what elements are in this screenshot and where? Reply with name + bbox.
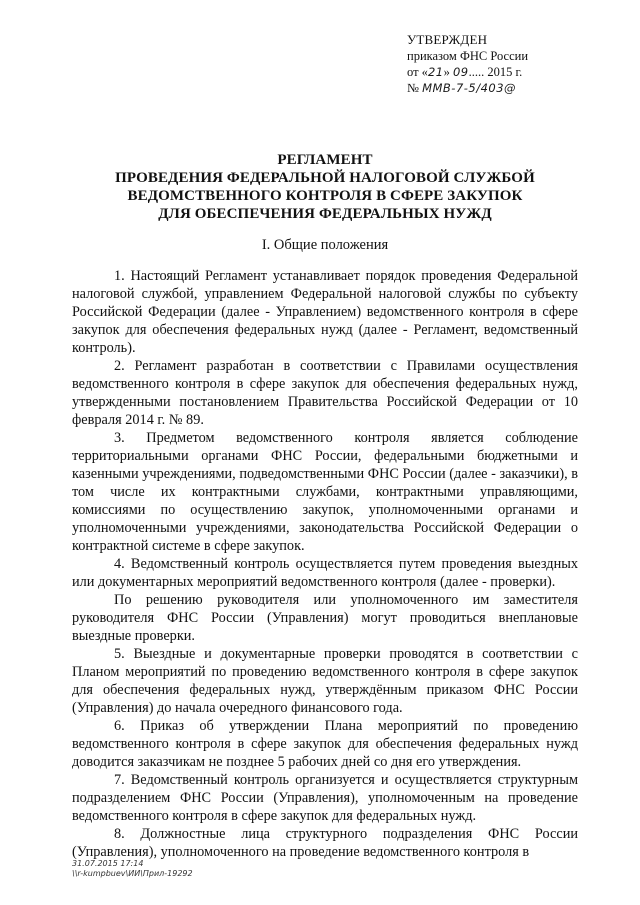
paragraph-5: 5. Выездные и документарные проверки проводятся в соответствии с Планом мероприятий по проведению ведомственного контроля в сфере закупок для обеспечения федеральных нужд, утверждённым приказом ФНС России (Управления) до начала очередного финансового года. [72,646,578,716]
file-footer [72,859,372,879]
approval-heading: УТВЕРЖДЕН [407,32,488,47]
date-prefix: от « [407,65,428,79]
approval-order-line: приказом ФНС России [407,49,529,63]
footer-timestamp: 31.07.2015 17:14 [72,859,144,868]
section-heading: I. Общие положения [261,237,389,253]
paragraph-7: 7. Ведомственный контроль организуется и осуществляется структурным подразделением ФНС России (Управления), уполномоченным на проведение ведомственного контроля в сфере закупок для федеральных нужд. [72,772,578,824]
paragraph-6: 6. Приказ об утверждении Плана мероприятий по проведению ведомственного контроля в сфере закупок для обеспечения федеральных нужд доводится заказчикам не позднее 5 рабочих дней со дня его утверждения. [72,718,578,770]
paragraph-8: 8. Должностные лица структурного подразделения ФНС России (Управления), уполномоченного на проведение ведомственного контроля в [72,826,578,860]
number-prefix: № [407,81,423,95]
paragraph-2: 2. Регламент разработан в соответствии с Правилами осуществления ведомственного контроля в сфере закупок для обеспечения федеральных нужд, утвержденными постановлением Правительства Российской Федерации от 10 февраля 2014 г. № 89. [72,358,578,428]
date-day-handwritten: 21 [427,65,444,79]
title-line-4: ДЛЯ ОБЕСПЕЧЕНИЯ ФЕДЕРАЛЬНЫХ НУЖД [158,206,492,222]
date-year: ..... 2015 г. [468,65,523,79]
order-number-handwritten: ММВ-7-5/403@ [422,81,517,95]
document-title [72,151,578,223]
approval-stamp [407,32,607,96]
approval-number-line [407,80,607,96]
title-line-3: ВЕДОМСТВЕННОГО КОНТРОЛЯ В СФЕРЕ ЗАКУПОК [127,188,523,204]
paragraph-1: 1. Настоящий Регламент устанавливает порядок проведения Федеральной налоговой службой, управлением Федеральной налоговой службы по субъекту Российской Федерации (далее - Управлением) ведомственного контроля в сфере закупок для обеспечения федеральных нужд (далее - Регламент, ведомственный контроль). [72,268,578,356]
date-mid: » [443,65,453,79]
date-month-handwritten: 09 [452,65,469,79]
title-line-1: РЕГЛАМЕНТ [277,152,373,168]
paragraph-4-continued: По решению руководителя или уполномоченного им заместителя руководителя ФНС России (Управления) могут проводиться внеплановые выездные проверки. [72,592,578,644]
paragraph-4: 4. Ведомственный контроль осуществляется путем проведения выездных или документарных мероприятий ведомственного контроля (далее - проверки). [72,556,578,590]
footer-file-path: \\r-kumpbuev\ИИ\Прил-19292 [72,869,193,878]
paragraph-3: 3. Предметом ведомственного контроля является соблюдение территориальными органами ФНС России, федеральными бюджетными и казенными учреждениями, подведомственными ФНС России (далее - заказчики), в том числе их контрактными службами, контрактными управляющими, комиссиями по осуществлению закупок, уполномоченными органами и уполномоченными учреждениями, законодательства Российской Федерации о контрактной системе в сфере закупок. [72,430,578,554]
document-body [72,267,578,861]
approval-date-line [407,64,607,80]
title-line-2: ПРОВЕДЕНИЯ ФЕДЕРАЛЬНОЙ НАЛОГОВОЙ СЛУЖБОЙ [115,170,535,186]
